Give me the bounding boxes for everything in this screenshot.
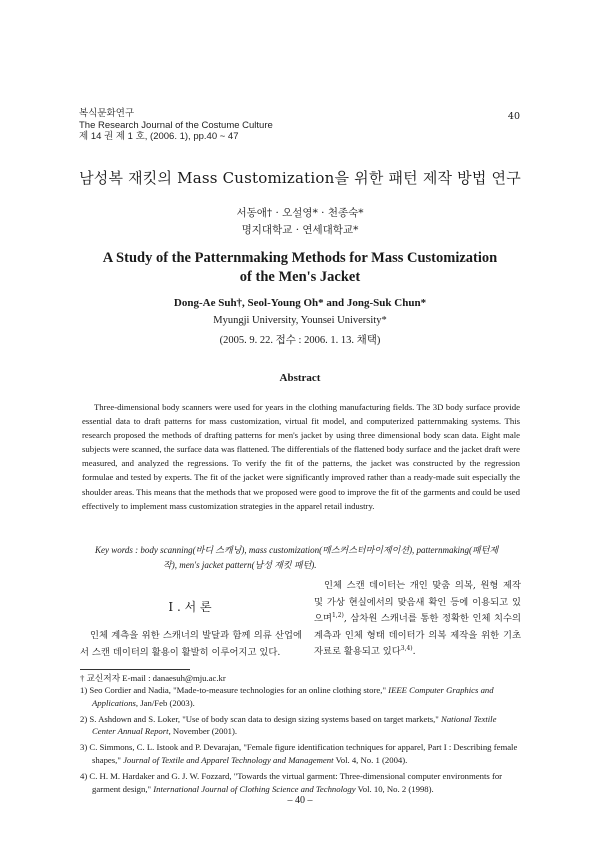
page-number: 40 bbox=[507, 111, 520, 122]
journal-name-en: The Research Journal of the Costume Culture bbox=[79, 119, 273, 131]
intro-right-text-a: 인체 스캔 데이터는 개인 맞춤 의복, 원형 제작 및 가상 현실에서의 맞음새 확인 등에 이용되고 있으며 bbox=[314, 580, 521, 624]
abstract-heading: Abstract bbox=[279, 372, 321, 384]
title-korean: 남성복 재킷의 Mass Customization을 위한 패턴 제작 방법 연구 bbox=[79, 169, 521, 187]
keywords-line2: 작), men's jacket pattern(남성 재킷 패턴). bbox=[163, 560, 317, 570]
journal-issue: 제 14 권 제 1 호, (2006. 1), pp.40 ~ 47 bbox=[79, 131, 239, 142]
journal-header bbox=[79, 108, 273, 143]
intro-right-column bbox=[314, 578, 521, 661]
reference-item: 4) C. H. M. Hardaker and G. J. W. Fozzard, "Towards the virtual garment: Three-dimensional computer environments for garment design," International Journal of Clothing Science and Technology Vol. 10, No. 2 (1998). bbox=[80, 770, 503, 794]
intro-right-text-c: . bbox=[412, 646, 416, 657]
received-accepted-dates: (2005. 9. 22. 접수 : 2006. 1. 13. 채택) bbox=[219, 335, 381, 346]
abstract-text: Three-dimensional body scanners were used for years in the clothing manufacturing fields. The 3D body surface provide essential data to draft patterns for mass customization, virtual fit model, and computerized patternmaking systems. This research proposed the methods of drafting patterns for men's jacket by using three dimensional body scan data. Eight male subjects were scanned, the surface data was flattened. The differentials of the flattened body surface and the jacket draft were measured, and analyzed the regressions. To verify the fit of the patterns, the jacket was constructed by the regression formulae and tested by experts. The fit of the jacket were significantly improved rather than a ready-made suit especially the shoulder areas. This means that the methods that we proposed were good to improve the fit of the garments and could be used effectively to implement mass customization strategies in the apparel retail industry. bbox=[82, 402, 520, 511]
authors-english: Dong-Ae Suh†, Seol-Young Oh* and Jong-Suk Chun* bbox=[173, 297, 427, 309]
intro-right-text-b: , 삼차원 스캐너를 통한 정확한 인체 치수의 계측과 인체 형태 데이터가 의복 제작을 위한 기초 자료로 활용되고 있다 bbox=[314, 613, 521, 657]
citation-3-4: 3,4) bbox=[400, 644, 413, 652]
keywords bbox=[95, 543, 520, 573]
affiliation-english: Myungji University, Younsei University* bbox=[213, 315, 387, 326]
title-english-line2: of the Men's Jacket bbox=[239, 269, 361, 285]
keywords-line1: Key words : body scanning(바디 스캐닝), mass customization(매스커스터마이제이션), patternmaking(패턴제 bbox=[95, 545, 499, 555]
authors-korean: 서동애† · 오설영* · 천종숙* bbox=[236, 207, 364, 219]
title-english-line1: A Study of the Patternmaking Methods for Mass Customization bbox=[102, 250, 498, 266]
footnote-divider bbox=[80, 669, 190, 670]
footer-page-number: – 40 – bbox=[287, 795, 313, 806]
reference-item: 1) Seo Cordier and Nadia, "Made-to-measure technologies for an online clothing store," IEEE Computer Graphics and Applications, Jan/Feb (2003). bbox=[80, 685, 494, 708]
citation-1-2: 1,2) bbox=[331, 611, 344, 619]
section-title-introduction: I . 서 론 bbox=[168, 600, 212, 614]
title-english bbox=[0, 249, 600, 287]
affiliation-korean: 명지대학교 · 연세대학교* bbox=[241, 224, 359, 236]
reference-list bbox=[80, 684, 522, 798]
corresponding-author-email: † 교신저자 E-mail : danaesuh@mju.ac.kr bbox=[80, 673, 226, 683]
journal-name-kr: 복식문화연구 bbox=[79, 108, 135, 119]
reference-item: 2) S. Ashdown and S. Loker, "Use of body scan data to design sizing systems based on target markets," National Textile Center Annual Report, November (2001). bbox=[80, 713, 497, 737]
reference-item: 3) C. Simmons, C. L. Istook and P. Devarajan, "Female figure identification techniques for apparel, Part I : Describing female shapes," Journal of Textile and Apparel Technology and Management Vol. 4, No. 1 (2004). bbox=[80, 742, 518, 765]
intro-left-column: 인체 계측을 위한 스캐너의 발달과 함께 의류 산업에서 스캔 데이터의 활용이 활발히 이루어지고 있다. bbox=[80, 630, 302, 658]
